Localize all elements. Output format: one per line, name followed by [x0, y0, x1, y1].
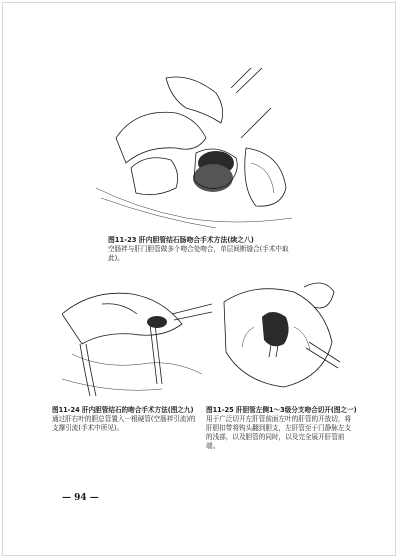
figure-description-3: 用于广泛切开左肝管前面左叶的肝管的开放切，将肝胆扣带将钩头翻到胆支，左肝管至于门静脉左支的浅部，以及胆管的同时，以及完全展开肝管前端。 [206, 415, 352, 450]
figure-caption-3 [206, 406, 357, 451]
surgical-illustration-1 [96, 68, 292, 230]
figure-title-1: 图11-23 肝内胆管结石肠吻合手术方法(续之八) [108, 236, 254, 244]
surgical-illustration-2 [62, 284, 212, 396]
figure-description-1: 空肠袢与肝门胆管做多个吻合处吻合，单层间断缝合(手术中取此)。 [108, 245, 289, 262]
surgical-illustration-3 [214, 272, 342, 392]
figure-title-3: 图11-25 肝胆管左侧1～3级分支吻合切开(图之一) [206, 406, 357, 414]
figure-description-2: 通过肝右叶的胆总管置入一根硬管(空肠袢引流)的支撑引流(手术中所见)。 [52, 415, 196, 432]
figure-title-2: 图11-24 肝内胆管结石的吻合手术方法(图之九) [52, 406, 194, 414]
figure-caption-1 [108, 236, 298, 263]
page-number: — 94 — [62, 493, 99, 503]
figure-caption-2 [52, 406, 202, 433]
